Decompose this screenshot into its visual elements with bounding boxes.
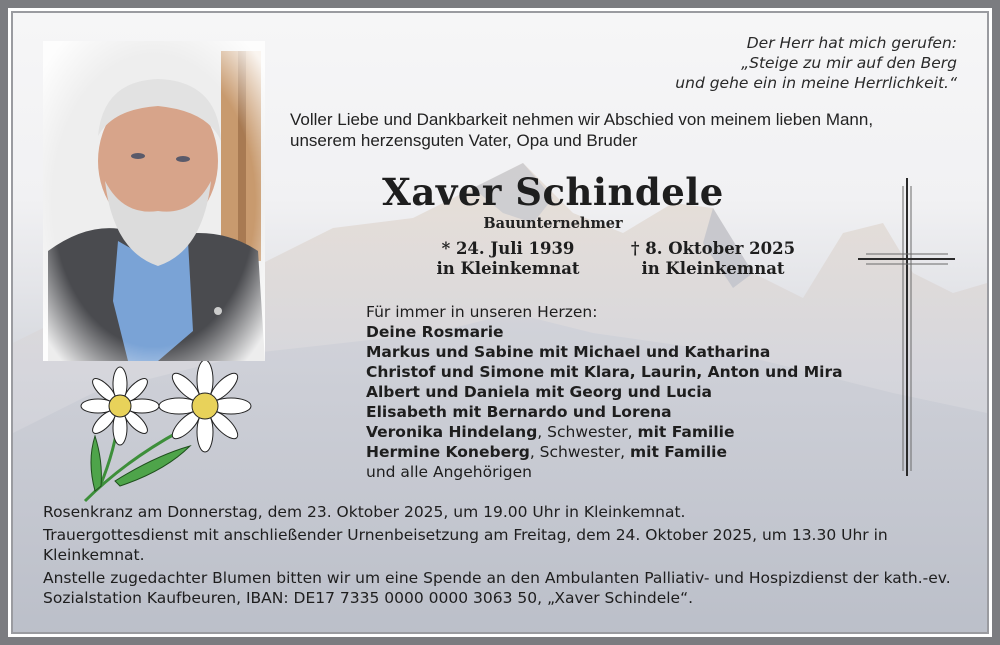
mourners-list [366, 302, 866, 482]
rosary-notice: Rosenkranz am Donnerstag, dem 23. Oktober 2025, um 19.00 Uhr in Kleinkemnat. [43, 503, 686, 521]
mourner-name: Hermine Koneberg [366, 443, 530, 461]
intro-text [290, 109, 980, 151]
mourners-heading: Für immer in unseren Herzen: [366, 303, 598, 321]
donation-notice: Anstelle zugedachter Blumen bitten wir um eine Spende an den Ambulanten Palliativ- und Hospizdienst der kath.-ev. Sozialstation Kaufbeuren, IBAN: DE17 7335 0000 0000 3063 50, „Xaver Schindele“. [43, 569, 951, 607]
quote-line-2: „Steige zu mir auf den Berg [741, 54, 957, 72]
death-place: in Kleinkemnat [641, 259, 785, 278]
mourner-line [366, 322, 866, 342]
death-date: † 8. Oktober 2025 [630, 239, 796, 258]
service-notices [43, 502, 968, 608]
mourner-relation: , Schwester, [537, 423, 638, 441]
mourner-name: Veronika Hindelang [366, 423, 538, 441]
mourner-name: Christof und Simone mit Klara, Laurin, Anton und Mira [366, 363, 843, 381]
birth-info [418, 239, 598, 279]
mourner-line [366, 422, 866, 442]
mourners-closing: und alle Angehörigen [366, 463, 532, 481]
bible-quote [675, 33, 957, 93]
quote-line-3: und gehe ein in meine Herrlichkeit.“ [675, 74, 957, 92]
mourner-name: Markus und Sabine mit Michael und Katharina [366, 343, 771, 361]
mourner-family: mit Familie [637, 423, 735, 441]
mourner-line [366, 382, 866, 402]
mourner-name: Albert und Daniela mit Georg und Lucia [366, 383, 713, 401]
mourner-relation: , Schwester, [529, 443, 630, 461]
mourner-line [366, 442, 866, 462]
birth-place: in Kleinkemnat [436, 259, 580, 278]
mourner-line [366, 342, 866, 362]
deceased-name: Xaver Schindele [382, 170, 724, 214]
birth-date: * 24. Juli 1939 [441, 239, 575, 258]
mourner-line [366, 362, 866, 382]
edelweiss-icon [65, 361, 255, 511]
mourner-name: Deine Rosmarie [366, 323, 504, 341]
death-info [613, 239, 813, 279]
mourner-name: Elisabeth mit Bernardo und Lorena [366, 403, 672, 421]
mourner-line [366, 402, 866, 422]
deceased-profession: Bauunternehmer [483, 215, 623, 232]
funeral-service-notice: Trauergottesdienst mit anschließender Urnenbeisetzung am Freitag, dem 24. Oktober 2025, um 13.30 Uhr in Kleinkemnat. [43, 526, 888, 564]
intro-line-1: Voller Liebe und Dankbarkeit nehmen wir Abschied von meinem lieben Mann, [290, 110, 874, 129]
quote-line-1: Der Herr hat mich gerufen: [746, 34, 957, 52]
portrait-photo [43, 41, 265, 361]
obituary-card [13, 13, 987, 632]
mourner-family: mit Familie [630, 443, 728, 461]
intro-line-2: unserem herzensguten Vater, Opa und Bruder [290, 131, 638, 150]
cross-icon [858, 178, 958, 478]
